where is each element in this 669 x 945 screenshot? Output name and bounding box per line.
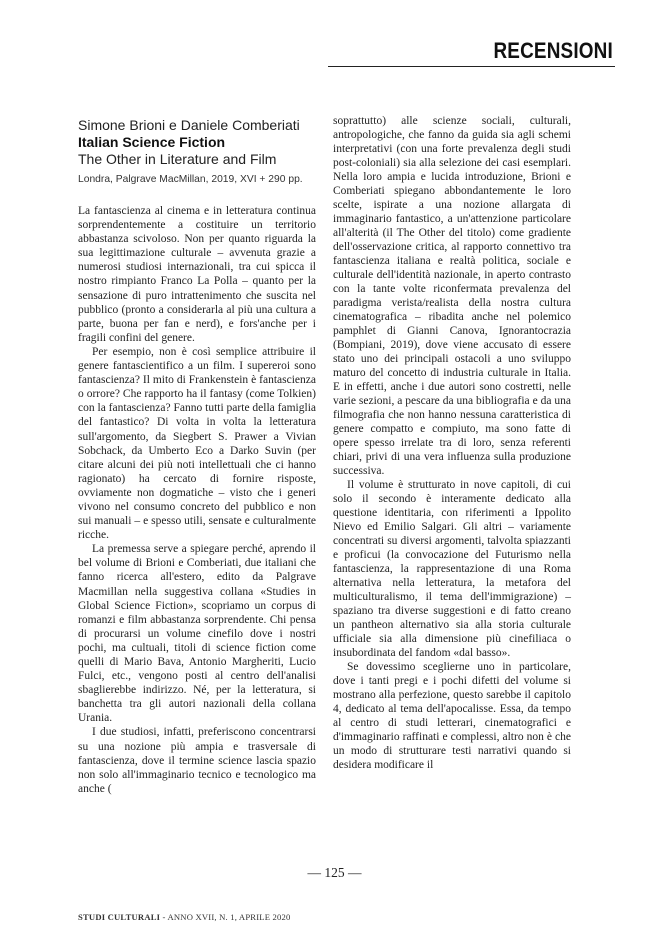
section-divider xyxy=(328,66,615,67)
paragraph: Se dovessimo sceglierne uno in particolare, dove i tanti pregi e i pochi difetti del volume si mostrano alla perfezione, questo sarebbe il capitolo 4, dedicato al tema dell'apocalisse. Essa, da tempo al centro di studi letterari, cinematografici e d'immaginario raffinati e complessi, altro non è che un modo di strutturare testi narrativi quando si desidera modificare il xyxy=(333,661,571,771)
right-column xyxy=(333,114,571,772)
paragraph: La fantascienza al cinema e in letteratura continua sorprendentemente a costituire un territorio abbastanza scivoloso. Non per quanto riguarda la sua legittimazione culturale – avvenuta grazie a numerosi studiosi internazionali, tra cui spicca il nostro rimpianto Franco La Polla – quanto per la sensazione di puro intrattenimento che suscita nel pubblico (pronto a considerarla al più una cultura a parte, buona per fan e nerd), e fors'anche per i fragili confini del genere. xyxy=(78,205,316,344)
book-title: Italian Science Fiction xyxy=(78,134,226,150)
journal-footer xyxy=(78,912,291,922)
journal-issue: - ANNO XVII, N. 1, APRILE 2020 xyxy=(160,912,291,922)
journal-name: STUDI CULTURALI xyxy=(78,912,161,922)
paragraph: I due studiosi, infatti, preferiscono concentrarsi su una nozione più ampia e trasversale di fantascienza, dove il termine science lascia spazio non solo all'immaginario tecnico e tecnologico ma anche ( xyxy=(78,726,316,795)
book-subtitle: The Other in Literature and Film xyxy=(78,151,277,167)
paragraph: Il volume è strutturato in nove capitoli, di cui solo il secondo è interamente dedicato alla questione identitaria, con riferimenti a Ippolito Nievo ed Emilio Salgari. Gli altri – variamente concentrati su diversi argomenti, talvolta spiazzanti e proficui (la convocazione del Futurismo nella fantascienza, la rappresentazione di una Roma alternativa nella letteratura, la metafora del multiculturalismo, il tema dell'immigrazione) – spaziano tra diverse suggestioni e di fatto creano un pantheon alternativo sia alla storia culturale ufficiale sia alla dimensione più cinefiliaca o insubordinata del fandom «dal basso». xyxy=(333,479,571,659)
publication-info: Londra, Palgrave MacMillan, 2019, XVI + 290 pp. xyxy=(78,174,303,185)
paragraph: soprattutto) alle scienze sociali, culturali, antropologiche, che fanno da guida sia agli schemi interpretativi (con una forte prevalenza degli studi post-coloniali) sia alla selezione dei casi esemplari. Nella loro ampia e lucida introduzione, Brioni e Comberiati spiegano abbondantemente le loro scelte, ispirate a una nozione allargata di immaginario fantastico, a un'attenzione particolare all'alterità (il The Other del titolo) come gradiente dell'osservazione critica, al rapporto connettivo tra fantascienza italiana e realtà politica, sociale e culturale dell'identità nazionale, in aperto contrasto con la tante volte riconfermata prevalenza del paradigma verista/realista della nostra cultura cinematografica – ribadita anche nel polemico pamphlet di Gianni Canova, Ignorantocrazia (Bompiani, 2019), dove viene accusato di essere stato uno dei principali ostacoli a uno sviluppo maturo del concetto di industria culturale in Italia. E in effetti, anche i due autori sono costretti, nelle varie sezioni, a pescare da una bibliografia e da una filmografia che non hanno nessuna caratteristica di genere compatto e compiuto, ma sono fatte di opere spesso irrelate tra di loro, senza referenti chiari, privi di una vera influenza sulla produzione successiva. xyxy=(333,115,571,477)
left-column xyxy=(78,114,316,796)
paragraph: La premessa serve a spiegare perché, aprendo il bel volume di Brioni e Comberiati, due italiani che fanno ricerca all'estero, edito da Palgrave Macmillan nella suggestiva collana «Studies in Global Science Fiction», scopriamo un corpus di romanzi e film abbastanza sorprendente. Chi pensa di procurarsi un volume cinefilo dove i nostri pochi, ma cultuali, titoli di science fiction come quelli di Mario Bava, Antonio Margheriti, Lucio Fulci, etc., vengono posti al centro dell'analisi sbaglierebbe indirizzo. Né, per la letteratura, si banchetta tra gli autori nazionali della collana Urania. xyxy=(78,543,316,725)
section-header: RECENSIONI xyxy=(493,38,613,63)
page-number: — 125 — xyxy=(307,865,362,880)
review-authors: Simone Brioni e Daniele Comberiati xyxy=(78,117,300,133)
paragraph: Per esempio, non è così semplice attribuire il genere fantascientifico a un film. I supereroi sono fantascienza? Il mito di Frankenstein è fantascienza o orrore? Che rapporto ha il fantasy (come Tolkien) con la fantascienza? Fanno tutti parte della famiglia del fantastico? Di volta in volta la letteratura sull'argomento, da Siegbert S. Prawer a Vivian Sobchack, da Umberto Eco a Darko Suvin (per citare alcuni dei più noti intellettuali che ci hanno ragionato) ha cercato di fornire risposte, ovviamente non dogmatiche – visto che i generi vivono nel consumo concreto del pubblico e non sui manuali – e spesso utili, sensate e culturalmente ricche. xyxy=(78,345,316,542)
